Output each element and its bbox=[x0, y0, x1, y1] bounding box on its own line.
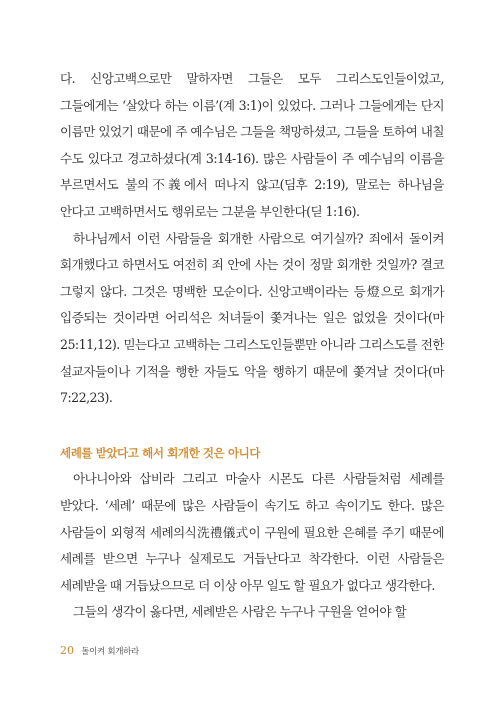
body-paragraph: 아나니아와 삽비라 그리고 마술사 시몬도 다른 사람들처럼 세례를 받았다. ‘세례’ 때문에 많은 사람들이 속기도 하고 속이기도 한다. 많은 사람들이 외형적 세례의식洗禮儀式이 구원에 필요한 은혜를 주기 때문에 세례를 받으면 누구나 실제로도 거듭난다고 착각한다. 이런 사람들은 세례받을 때 거듭났으므로 더 이상 아무 일도 할 필요가 없다고 생각한다. bbox=[60, 471, 444, 593]
body-paragraph: 하나님께서 이런 사람들을 회개한 사람으로 여기실까? 죄에서 돌이켜 회개했다고 하면서도 여전히 죄 안에 사는 것이 정말 회개한 것일까? 결코 그렇지 않다. 그것은 명백한 모순이다. 신앙고백이라는 등燈으로 회개가 입증되는 것이라면 어리석은 처녀들이 쫓겨나는 일은 없었을 것이다(마 25:11,12). 믿는다고 고백하는 그리스도인들뿐만 아니라 그리스도를 전한 설교자들이나 기적을 행한 자들도 악을 행하기 때문에 쫓겨날 것이다(마 7:22,23). bbox=[60, 230, 444, 406]
section-heading: 세례를 받았다고 해서 회개한 것은 아니다 bbox=[60, 445, 261, 460]
page-number: 20 bbox=[60, 644, 74, 657]
page-footer bbox=[60, 645, 139, 658]
page-body bbox=[60, 66, 444, 626]
body-paragraph: 다. 신앙고백으로만 말하자면 그들은 모두 그리스도인들이었고, 그들에게는 ‘살았다 하는 이름’(계 3:1)이 있었다. 그러나 그들에게는 단지 이름만 있었기 때문에 주 예수님은 그들을 책망하셨고, 그들을 토하여 내칠 수도 있다고 경고하셨다(계 3:14-16). 많은 사람들이 주 예수님의 이름을 부르면서도 불의不義에서 떠나지 않고(딤후 2:19), 말로는 하나님을 안다고 고백하면서도 행위로는 그분을 부인한다(딛 1:16). bbox=[60, 71, 444, 219]
body-paragraph: 그들의 생각이 옳다면, 세례받은 사람은 누구나 구원을 얻어야 할 bbox=[73, 604, 407, 620]
running-title: 돌이켜 회개하라 bbox=[81, 647, 139, 657]
